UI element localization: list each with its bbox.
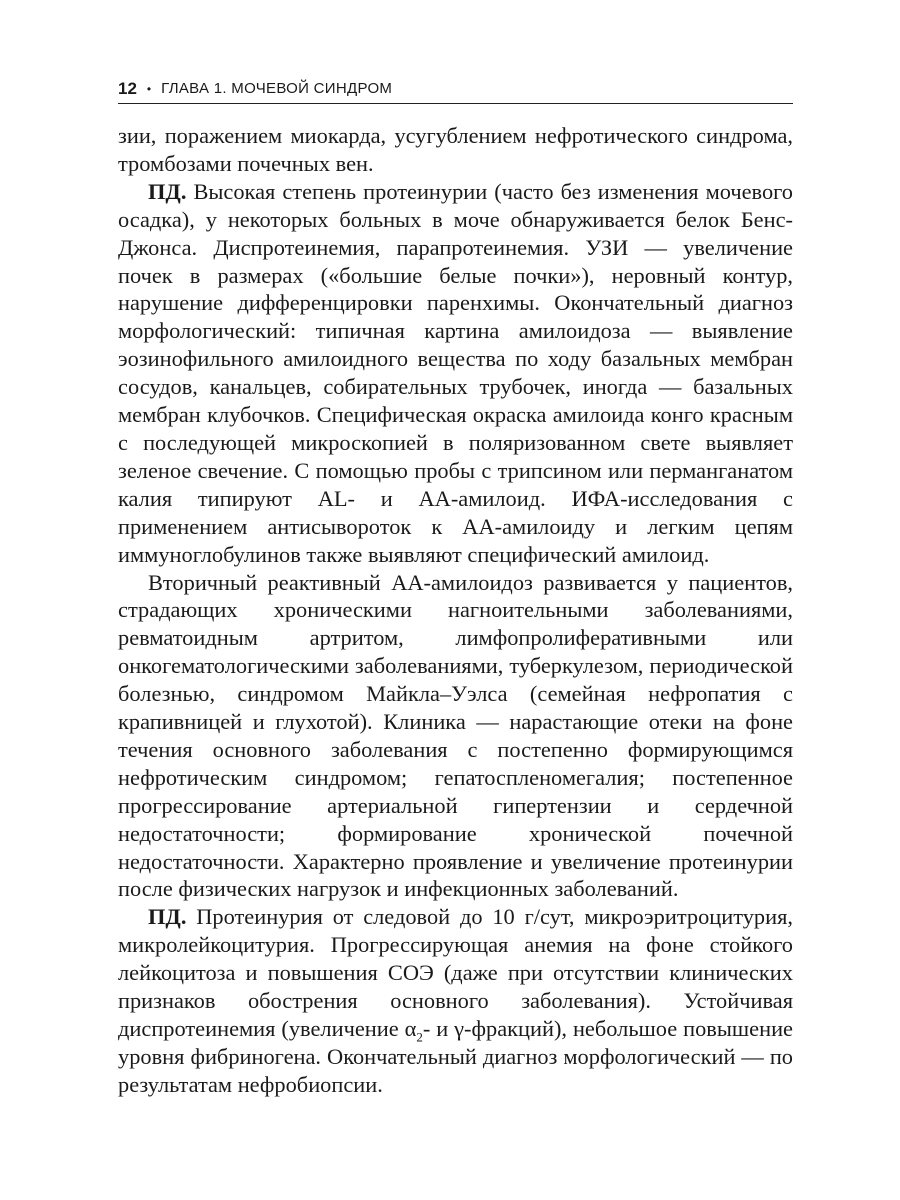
alpha-subscript: 2 <box>416 1029 423 1045</box>
paragraph-lead: ПД. <box>148 904 187 930</box>
paragraph-text: Протеинурия от следовой до 10 г/сут, микроэритроцитурия, микролейкоцитурия. Прогрессирующая анемия на фоне стойкого лейкоцитоза и повышения СОЭ (даже при отсутствии клинических признаков обострения основного заболевания). Устойчивая диспротеинемия (увеличение α <box>118 904 793 1041</box>
header-bullet: • <box>146 81 152 96</box>
chapter-title: ГЛАВА 1. МОЧЕВОЙ СИНДРОМ <box>161 80 393 97</box>
paragraph-text: Высокая степень протеинурии (часто без изменения мочевого осадка), у некоторых больных в моче обнаруживается белок Бенс-Джонса. Диспротеинемия, парапротеинемия. УЗИ — увеличение почек в размерах («большие белые почки»), неровный контур, нарушение дифференцировки паренхимы. Окончательный диагноз морфологический: типичная картина амилоидоза — выявление эозинофильного амилоидного вещества по ходу базальных мембран сосудов, канальцев, собирательных трубочек, иногда — базальных мембран клубочков. Специфическая окраска амилоида конго красным с последующей микроскопией в поляризованном свете выявляет зеленое свечение. С помощью пробы с трипсином или перманганатом калия типируют AL- и АА-амилоид. ИФА-исследования с применением антисывороток к АА-амилоиду и легким цепям иммуноглобулинов также выявляют специфический амилоид. <box>118 178 793 567</box>
paragraph-secondary-amyloidosis <box>118 569 793 904</box>
page-number: 12 <box>118 78 137 98</box>
paragraph-continuation <box>118 122 793 178</box>
paragraph-pd-amyloid <box>118 178 793 569</box>
body-text <box>118 122 793 1099</box>
paragraph-text: - и γ-фракций), небольшое повышение уровня фибриногена. Окончательный диагноз морфологический — по результатам нефробиопсии. <box>118 1016 793 1097</box>
paragraph-text: зии, поражением миокарда, усугублением нефротического синдрома, тромбозами почечных вен. <box>118 123 793 176</box>
paragraph-lead: ПД. <box>148 178 187 204</box>
paragraph-text: Вторичный реактивный АА-амилоидоз развивается у пациентов, страдающих хроническими нагноительными заболеваниями, ревматоидным артритом, лимфопролиферативными или онкогематологическими заболеваниями, туберкулезом, периодической болезнью, синдромом Майкла–Уэлса (семейная нефропатия с крапивницей и глухотой). Клиника — нарастающие отеки на фоне течения основного заболевания с постепенно формирующимся нефротическим синдромом; гепатоспленомегалия; постепенное прогрессирование артериальной гипертензии и сердечной недостаточности; формирование хронической почечной недостаточности. Характерно проявление и увеличение протеинурии после физических нагрузок и инфекционных заболеваний. <box>118 569 793 902</box>
paragraph-pd-secondary <box>118 903 793 1098</box>
running-header <box>118 76 793 104</box>
